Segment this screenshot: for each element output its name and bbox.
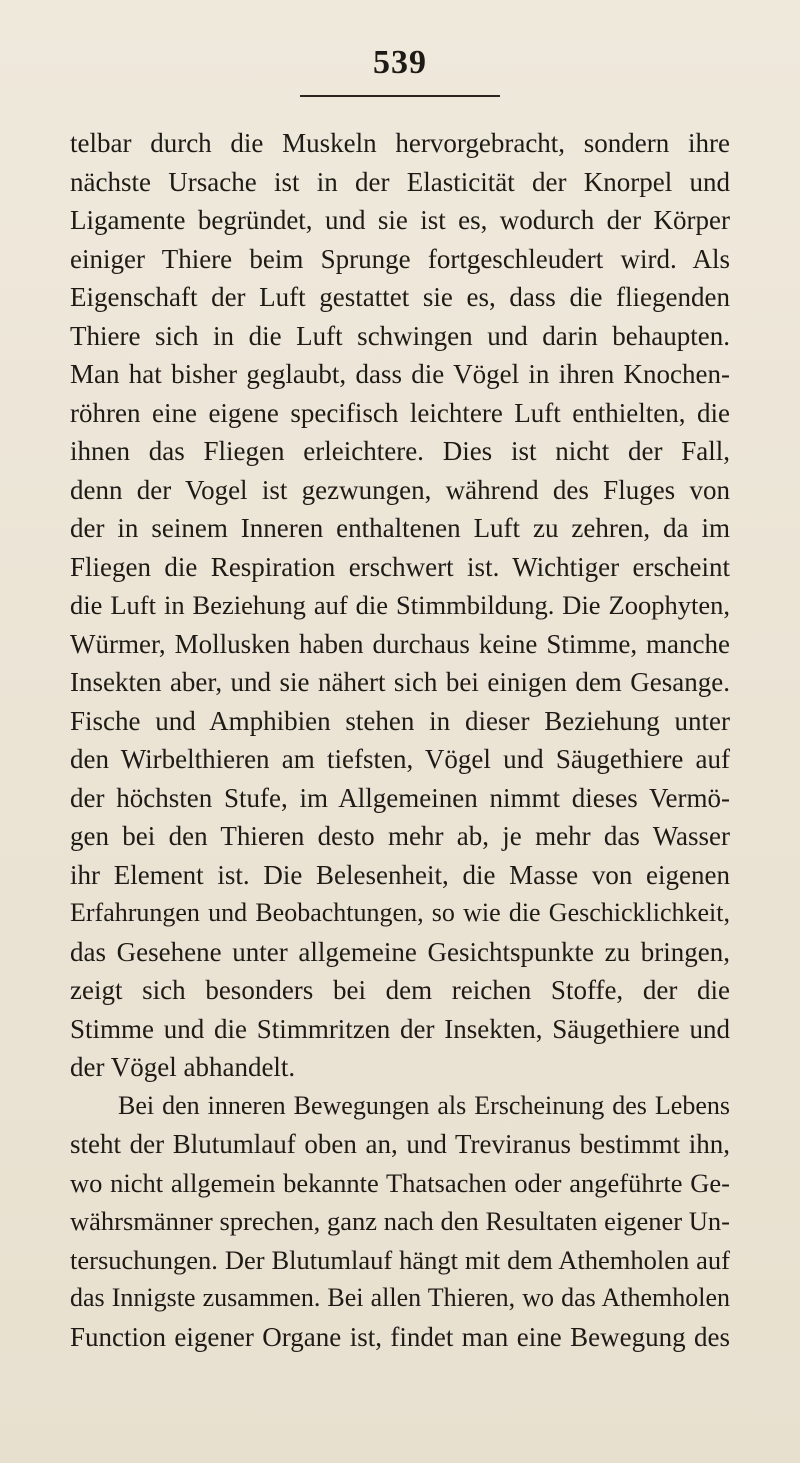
text-line: zeigt sich besonders bei dem reichen Stoffe, der die <box>70 975 730 1005</box>
page-number: 539 <box>373 44 427 81</box>
text-line: die Luft in Beziehung auf die Stimmbildung. Die Zoophyten, <box>70 590 730 620</box>
text-line: Erfahrungen und Beobachtungen, so wie die Geschicklichkeit, <box>70 898 730 927</box>
text-line: tersuchungen. Der Blutumlauf hängt mit dem Athemholen auf <box>70 1244 730 1275</box>
text-line: der höchsten Stufe, im Allgemeinen nimmt dieses Vermö- <box>70 782 730 813</box>
text-line: denn der Vogel ist gezwungen, während des Fluges von <box>70 474 730 505</box>
text-line-paragraph-start: Bei den inneren Bewegungen als Erscheinung des Lebens <box>118 1090 730 1120</box>
text-line: ihnen das Fliegen erleichtere. Dies ist nicht der Fall, <box>70 436 730 466</box>
text-line: telbar durch die Muskeln hervorgebracht, sondern ihre <box>70 128 730 158</box>
text-line: Man hat bisher geglaubt, dass die Vögel in ihren Knochen- <box>70 359 730 389</box>
text-line: Ligamente begründet, und sie ist es, wodurch der Körper <box>70 205 730 235</box>
text-line: Function eigener Organe ist, findet man eine Bewegung des <box>70 1321 730 1352</box>
text-line: steht der Blutumlauf oben an, und Treviranus bestimmt ihn, <box>70 1129 730 1159</box>
text-line: nächste Ursache ist in der Elasticität der Knorpel und <box>70 166 730 197</box>
text-line: der in seinem Inneren enthaltenen Luft zu zehren, da im <box>70 513 730 543</box>
text-line: ihr Element ist. Die Belesenheit, die Masse von eigenen <box>70 859 730 890</box>
text-line: Fische und Amphibien stehen in dieser Beziehung unter <box>70 705 730 736</box>
text-line-paragraph-end: der Vögel abhandelt. <box>70 1052 296 1082</box>
text-line: Thiere sich in die Luft schwingen und darin behaupten. <box>70 320 730 351</box>
text-line: Fliegen die Respiration erschwert ist. Wichtiger erscheint <box>70 551 730 582</box>
body-text <box>70 124 730 1356</box>
text-line: gen bei den Thieren desto mehr ab, je mehr das Wasser <box>70 821 730 851</box>
text-line: einiger Thiere beim Sprunge fortgeschleudert wird. Als <box>70 243 730 274</box>
text-line: das Gesehene unter allgemeine Gesichtspunkte zu bringen, <box>70 936 730 967</box>
text-line: das Innigste zusammen. Bei allen Thieren, wo das Athemholen <box>70 1283 730 1312</box>
text-line: Stimme und die Stimmritzen der Insekten, Säugethiere und <box>70 1013 730 1044</box>
text-line: wo nicht allgemein bekannte Thatsachen oder angeführte Ge- <box>70 1167 730 1198</box>
text-line: Eigenschaft der Luft gestattet sie es, dass die fliegenden <box>70 282 730 312</box>
text-line: währsmänner sprechen, ganz nach den Resultaten eigener Un- <box>70 1206 730 1236</box>
text-line: den Wirbelthieren am tiefsten, Vögel und Säugethiere auf <box>70 744 730 774</box>
text-line: röhren eine eigene specifisch leichtere Luft enthielten, die <box>70 397 730 428</box>
header-rule <box>300 95 500 97</box>
text-line: Würmer, Mollusken haben durchaus keine Stimme, manche <box>70 628 730 659</box>
text-line: Insekten aber, und sie nähert sich bei einigen dem Gesange. <box>70 667 730 697</box>
